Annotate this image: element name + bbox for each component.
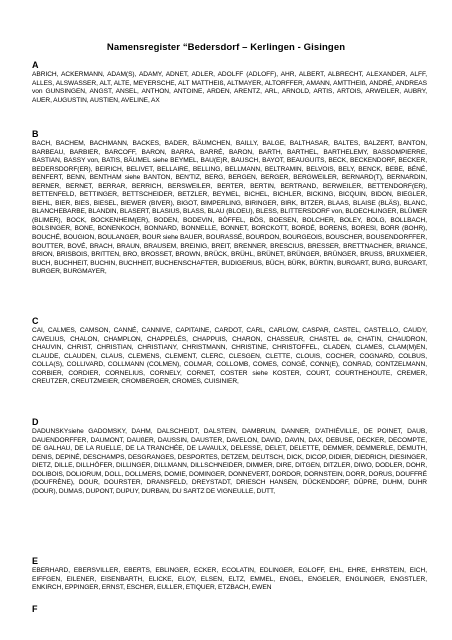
section-f xyxy=(32,604,427,615)
section-names: BACH, BACHEM, BACHMANN, BACKES, BADER, BÄUMCHEN, BAILLY, BALGE, BALTHASAR, BALTES, BALZERT, BANTON, BARBEAU, BARBIER, BARCOFF, BARON, BARRA, BARRÉ, BARON, BARTH, BARTHEL, BARTHELEMY, BASSOMPIERRE, BASTIAN, BASSY von, BATIS, BÄUMEL siehe BEYMEL, BAU(E)R, BAUSCH, BAYOT, BEAUGUITS, BECK, BECKENDORF, BECKER, BEDERSDORF(ER), BEIRICH, BELIVET, BELLAIRE, BELLING, BELLMANN, BELTRAMIN, BELVOIS, BELY, BENCK, BEBE, BÉNÉ, BENFERT, BENN, BENTHAM siehe BANTON, BEN'TIZ, BERG, BERGEN, BERGER, BERGWEILER, BERNARD(T), BERNARDIN, BERNER, BERNET, BERRAR, BERRICH, BERSWEILER, BERTER, BERTIN, BERTRAND, BERWEILER, BETTENDORF(ER), BETTENFELD, BETTINGER, BETTSCHEIDER, BETZLER, BEYMEL, BICHEL, BICHLER, BICKING, BICQUIN, BIDON, BIEGLER, BIEHL, BIER, BIES, BIESEL, BIEWER (BIVER), BIGOT, BIMPERLING, BIRINGER, BIRK, BITZER, BLAAS, BLAISE (BLÄS), BLANC, BLANCHEBARBE, BLANDIN, BLASERT, BLASIUS, BLASS, BLAU (BLOEU), BLESS, BLITTERSDORF von, BLOECHLINGER, BLÜMER (BLIMER), BOCK, BOCKENHEIM(ER), BODEN, BODEVIN, BÖFFEL, BÖS, BOESEN, BOLCHER, BOLEY, BOLG, BOLLBACH, BOLSINGER, BONE, BONENKOCH, BONNARD, BONNELLE, BONNET, BORCKOTT, BORDÉ, BORENS, BORESI, BORR (BOHR), BOUCHÉ, BOUGION, BOULANGER, BOUR siehe BAUER, BOURASSÉ, BOURDON, BOURGEOIS, BOUSCHER, BOUSENDORFFER, BOUTTER, BOVÉ, BRACH, BRAUN, BRAUSEM, BREINIG, BREIT, BRENNER, BRESCIUS, BRESSER, BRETTNACHER, BRIANCE, BRION, BRISBOIS, BRITTEN, BRO, BROSSET, BROWN, BRÜCK, BRÜHL, BRÜNET, BRÜNGER, BRÜNGER, BRUSS, BRUXMEIER, BUCH, BUCHHEIT, BUCHIN, BUCHHEIT, BUCHENSCHAFTER, BUDIGERIUS, BÜCH, BÜRK, BÜRTIN, BURGART, BURG, BURGART, BURGER, BURGMAYER, xyxy=(32,140,427,276)
section-c xyxy=(32,316,427,387)
section-b xyxy=(32,129,427,277)
section-letter: C xyxy=(32,316,39,326)
section-letter: A xyxy=(32,60,39,70)
section-names: DADUNSKYsiehe GADOMSKY, DAHM, DALSCHEIDT, DALSTEIN, DAMBRUN, DANNER, D'ATHIÉVILLE, DE POINET, DAUB, DAUENDORFFER, DAUMONT, DAUßER, DAUSSIN, DAUSTER, DAVELON, DAVID, DAVIN, DAX, DEBUSE, DECKER, DECOMPTE, DE GALHAU, DE LA RUELLE, DE LA TRANCHÉE, DE LAVAULX, DELESSE, DELET, DELETTE, DEMMER, DEMMERLE, DEMUTH, DENIS, DEPINÉ, DESCHAMPS, DESGRANGES, DESPORTES, DETZEM, DEUTSCH, DICK, DICOP, DIDIER, DIEDRICH, DIESINGER, DIETZ, DILLE, DILLHÖFER, DILLINGER, DILLMANN, DILLSCHNEIDER, DIMMER, DIRE, DITGEN, DITZLER, DIWO, DODLER, DOHR, DOLIBOIS, DOLIORUM, DOLL, DOLLMERS, DOMIE, DOMINGER, DONNEVERT, DORDOR, DORNSTEIN, DORR, DORUS, DOUFFRÉ (DOUFRÈNE), DOUR, DOURSTER, DRANSFELD, DREYSTADT, DRIESCH HANSEN, DÜCKENDORF, DÜPRE, DUHM, DUHR (DOUR), DUMAS, DUPONT, DUPUY, DURBAN, DU SARTZ DE VIGNEULLE, DUTT, xyxy=(32,428,427,495)
section-a xyxy=(32,60,427,105)
page-title: Namensregister “Bedersdorf – Kerlingen - Gisingen xyxy=(106,42,346,53)
section-names: CAI, CALMES, CAMSON, CANNÉ, CANNIVE, CAPITAINE, CARDOT, CARL, CARLOW, CASPAR, CASTEL, CASTELLO, CAUDY, CAVELIUS, CHALON, CHAMPLON, CHAPPELÉS, CHAPPUIS, CHARON, CHASSEUR, CHASTEL de, CHATIN, CHAUDRON, CHAUVIN, CHRIST, CHRISTIAN, CHRISTIANY, CHRISTMANN, CHRISTINE, CHRISTOFFEL, CLADEN, CLAMES, CLAM(M)EN, CLAUDE, CLAUDEN, CLAUS, CLEMENS, CLEMENT, CLERC, CLESGEN, CLETTE, CLOUIS, COCHER, COGNARD, COLBUS, COLLA(S), COLLIVARD, COLLMANN (COLMEN), COLMAR, COLLOMB, COMES, CONGÉ, CONN(E), CONRAD, CONTZELMANN, CORBIER, CORDIER, CORNELIUS, CORNELY, CORNET, COSTER siehe KOSTER, COURT, COURTHEHOUTE, CREMER, CREUTZER, CREUTZMEIER, CROMBERGER, CROMES, CUISINIER, xyxy=(32,327,427,386)
section-d xyxy=(32,417,427,496)
section-names: EBERHARD, EBERSVILLER, EBERTS, EBLINGER, ECKER, ECOLATIN, EDLINGER, EGLOFF, EHL, EHRE, EHRSTEIN, EICH, EIFFGEN, EILENER, EISENBARTH, ELICKE, ELOY, ELSEN, ELTZ, EMMEL, ENGEL, ENGELER, ENGLINGER, ENGSTLER, ENKIRCH, EPPINGER, ERNST, ESCHER, EULLER, ETIQUER, ETZBACH, EWEN xyxy=(32,567,427,592)
section-letter: F xyxy=(32,604,38,614)
section-names: ABRICH, ACKERMANN, ADAM(S), ADAMY, ADNET, ADLER, ADOLFF (ADLOFF), AHR, ALBERT, ALBRECHT, ALEXANDER, ALFF, ALLES, ALSWASSER, ALT, ALTE, MEYERSCHE, ALT MATTHEIß, ALTMAYER, ALTORFFER, AMANN, AMTTHEIß, ANDRÉ, ANDREAS von GUNSINGEN, ANGST, ANSEL, ANTHON, ANTOINE, ARDEN, ARENTZ, ARL, ARNOLD, ARTIS, ARTOIS, ARWEILER, AUBRY, AUER, AUGUSTIN, AUSTIEN, AVELINE, AX xyxy=(32,71,427,104)
section-letter: B xyxy=(32,129,39,139)
section-letter: D xyxy=(32,417,39,427)
section-e xyxy=(32,556,427,593)
section-letter: E xyxy=(32,556,39,566)
